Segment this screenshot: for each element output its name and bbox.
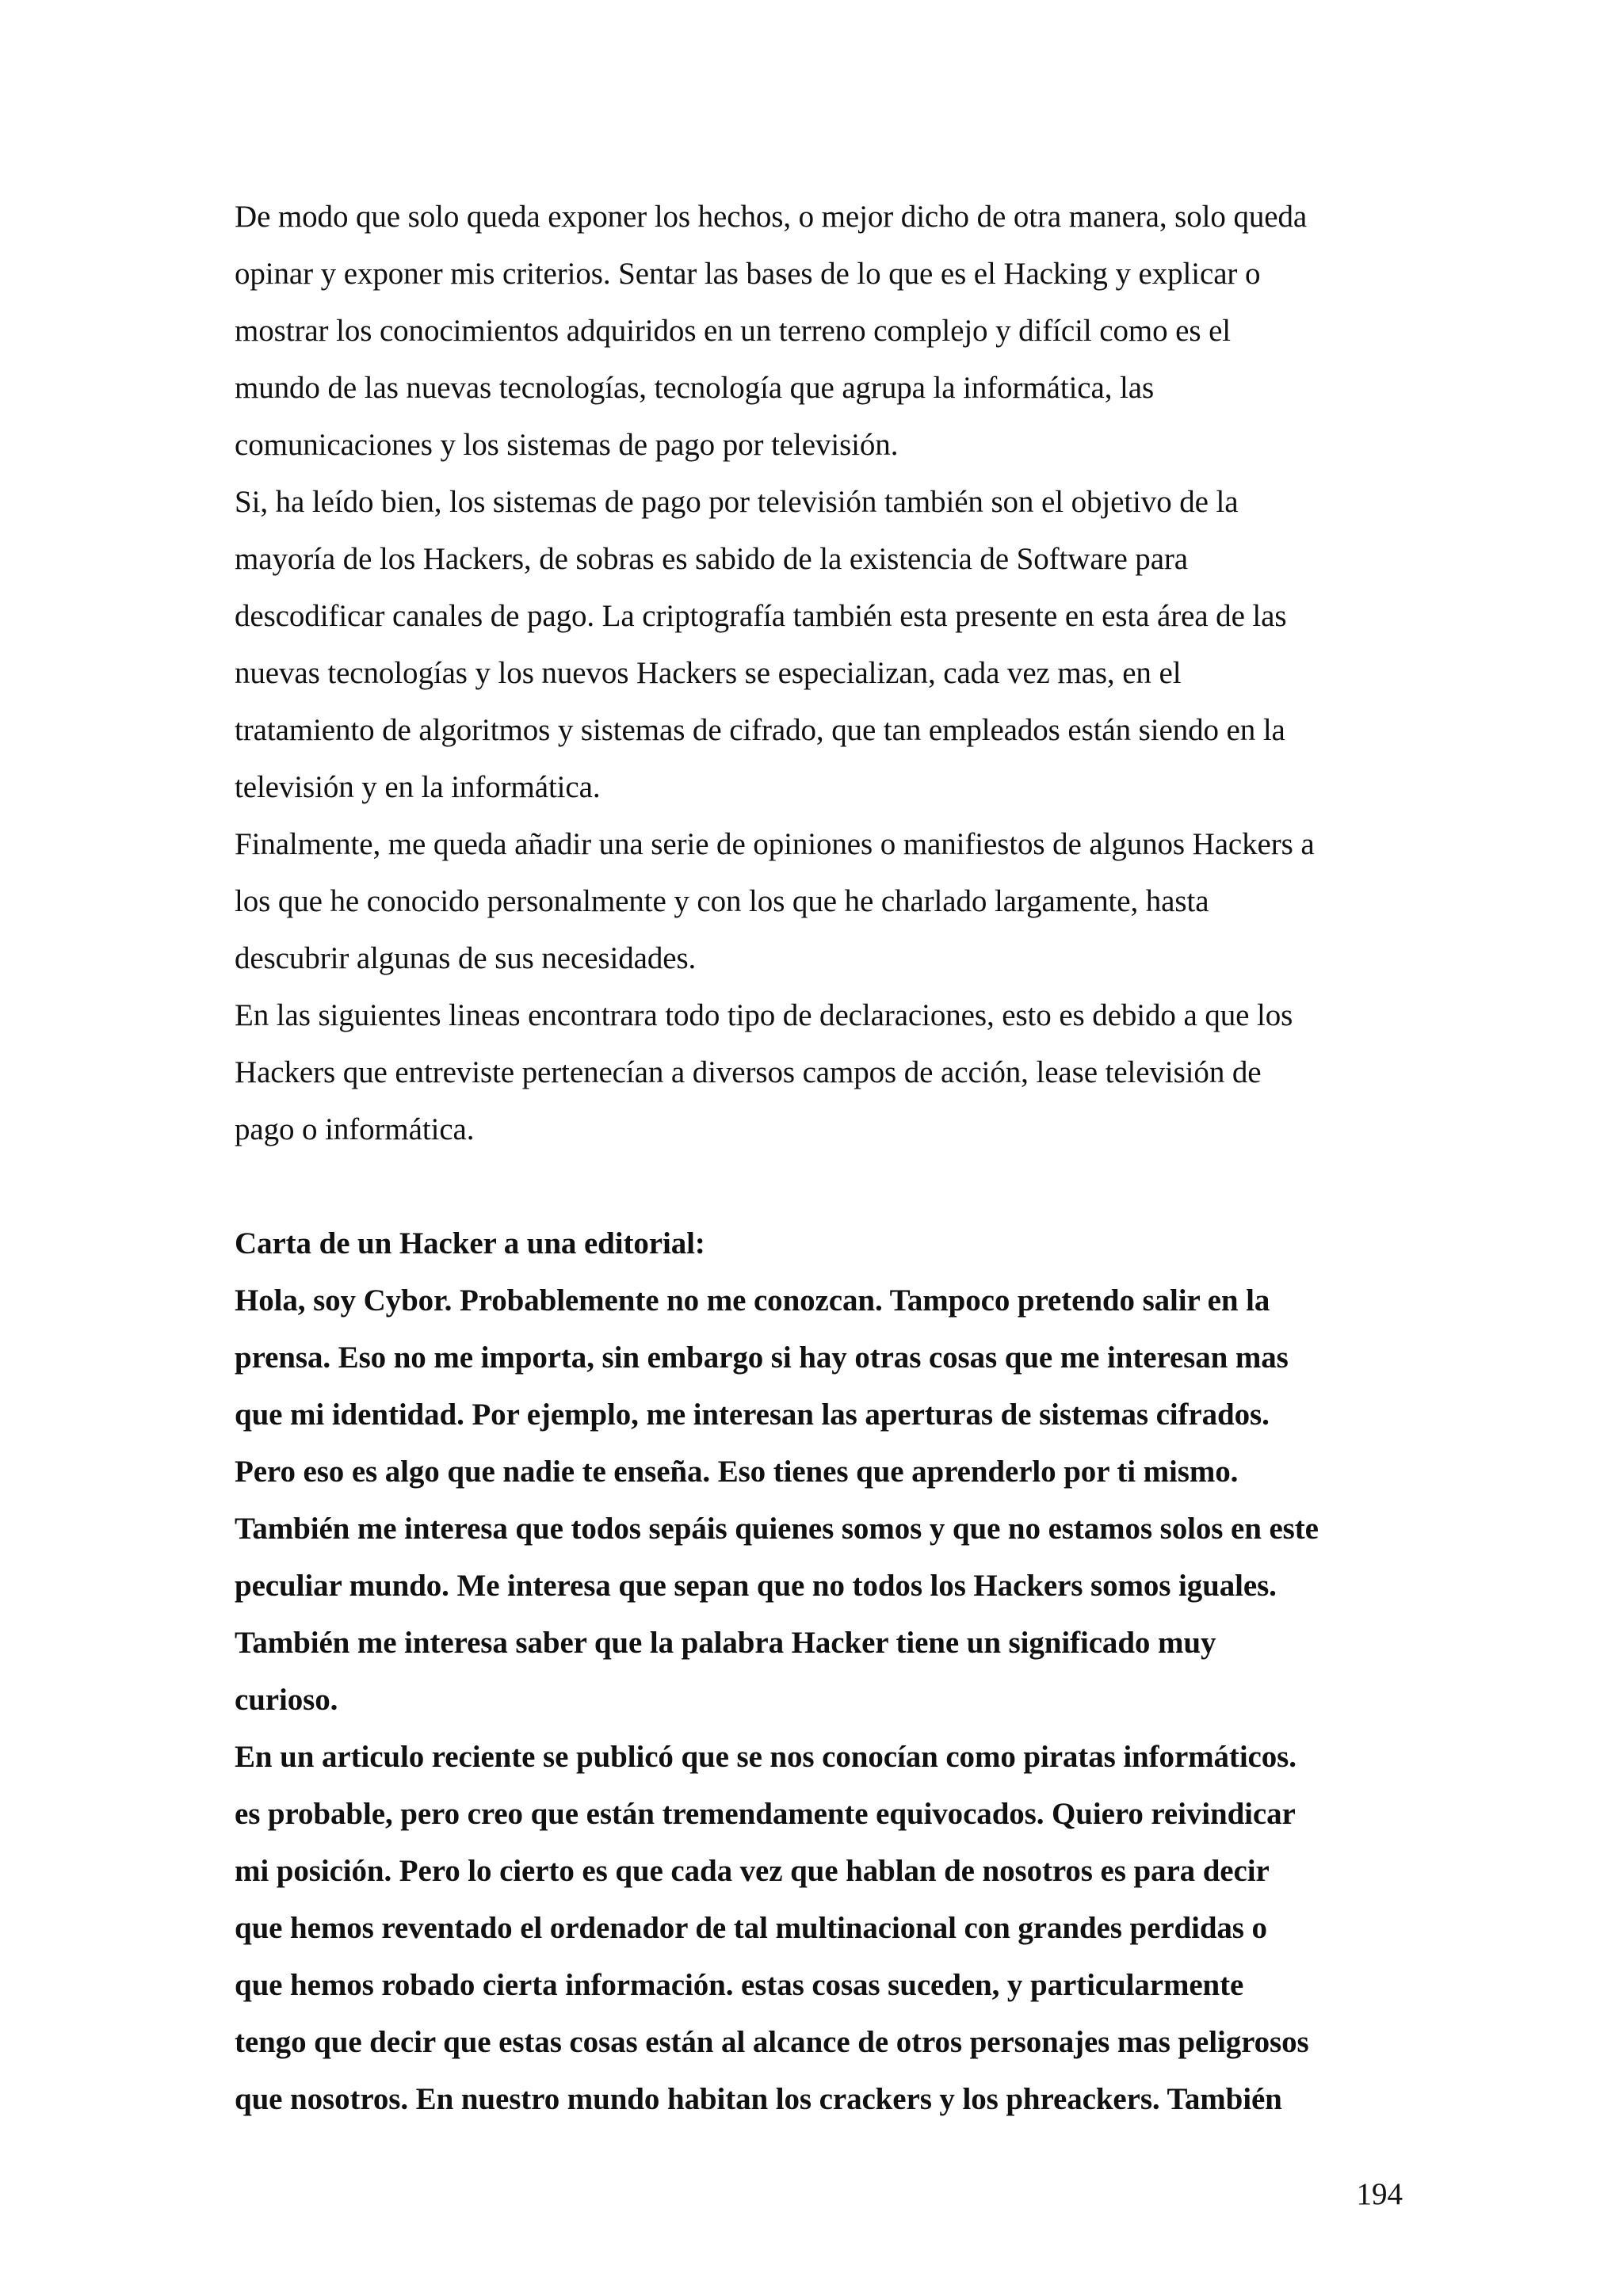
- text-line: que hemos reventado el ordenador de tal multinacional con grandes perdidas o: [235, 1911, 1267, 1945]
- text-line: Hackers que entreviste pertenecían a diversos campos de acción, lease televisión de: [235, 1055, 1262, 1089]
- text-line: tengo que decir que estas cosas están al alcance de otros personajes mas peligrosos: [235, 2025, 1309, 2059]
- letter: [235, 1215, 1423, 2128]
- paragraph: [235, 474, 1423, 816]
- text-line: Pero eso es algo que nadie te enseña. Eso tienes que aprenderlo por ti mismo.: [235, 1455, 1239, 1489]
- text-line: que hemos robado cierta información. estas cosas suceden, y particularmente: [235, 1968, 1244, 2002]
- text-line: Finalmente, me queda añadir una serie de opiniones o manifiestos de algunos Hackers a: [235, 827, 1315, 861]
- paragraph: [235, 189, 1423, 474]
- text-line: televisión y en la informática.: [235, 770, 601, 804]
- page-number: 194: [1356, 2177, 1403, 2211]
- letter-paragraph: [235, 1272, 1423, 1729]
- letter-heading: Carta de un Hacker a una editorial:: [235, 1226, 705, 1261]
- text-line: tratamiento de algoritmos y sistemas de cifrado, que tan empleados están siendo en la: [235, 713, 1285, 747]
- text-line: mostrar los conocimientos adquiridos en un terreno complejo y difícil como es el: [235, 314, 1232, 348]
- text-line: opinar y exponer mis criterios. Sentar las bases de lo que es el Hacking y explicar o: [235, 257, 1261, 291]
- page-body: [235, 189, 1423, 2128]
- text-line: nuevas tecnologías y los nuevos Hackers se especializan, cada vez mas, en el: [235, 656, 1182, 690]
- text-line: También me interesa que todos sepáis quienes somos y que no estamos solos en este: [235, 1512, 1319, 1546]
- letter-paragraph: [235, 1729, 1423, 2128]
- text-line: comunicaciones y los sistemas de pago por televisión.: [235, 428, 899, 462]
- paragraph-spacer: [235, 1158, 1423, 1215]
- text-line: pago o informática.: [235, 1112, 475, 1146]
- text-line: mi posición. Pero lo cierto es que cada vez que hablan de nosotros es para decir: [235, 1854, 1270, 1888]
- text-line: De modo que solo queda exponer los hechos, o mejor dicho de otra manera, solo queda: [235, 200, 1308, 234]
- text-line: mundo de las nuevas tecnologías, tecnología que agrupa la informática, las: [235, 371, 1155, 405]
- text-line: descodificar canales de pago. La criptografía también esta presente en esta área de las: [235, 599, 1287, 633]
- text-line: descubrir algunas de sus necesidades.: [235, 941, 697, 975]
- text-line: curioso.: [235, 1683, 338, 1717]
- text-line: peculiar mundo. Me interesa que sepan que no todos los Hackers somos iguales.: [235, 1569, 1277, 1603]
- text-line: En un articulo reciente se publicó que se nos conocían como piratas informáticos.: [235, 1740, 1296, 1774]
- paragraph: [235, 987, 1423, 1158]
- paragraph: [235, 816, 1423, 987]
- text-line: que nosotros. En nuestro mundo habitan los crackers y los phreackers. También: [235, 2082, 1282, 2116]
- text-line: También me interesa saber que la palabra Hacker tiene un significado muy: [235, 1626, 1216, 1660]
- text-line: es probable, pero creo que están tremendamente equivocados. Quiero reivindicar: [235, 1797, 1296, 1831]
- text-line: Hola, soy Cybor. Probablemente no me conozcan. Tampoco pretendo salir en la: [235, 1283, 1270, 1318]
- text-line: prensa. Eso no me importa, sin embargo si hay otras cosas que me interesan mas: [235, 1341, 1289, 1375]
- text-line: Si, ha leído bien, los sistemas de pago por televisión también son el objetivo de la: [235, 485, 1239, 519]
- text-line: que mi identidad. Por ejemplo, me interesan las aperturas de sistemas cifrados.: [235, 1398, 1270, 1432]
- text-line: mayoría de los Hackers, de sobras es sabido de la existencia de Software para: [235, 542, 1189, 576]
- text-line: los que he conocido personalmente y con los que he charlado largamente, hasta: [235, 884, 1209, 918]
- text-line: En las siguientes lineas encontrara todo tipo de declaraciones, esto es debido a que los: [235, 998, 1293, 1032]
